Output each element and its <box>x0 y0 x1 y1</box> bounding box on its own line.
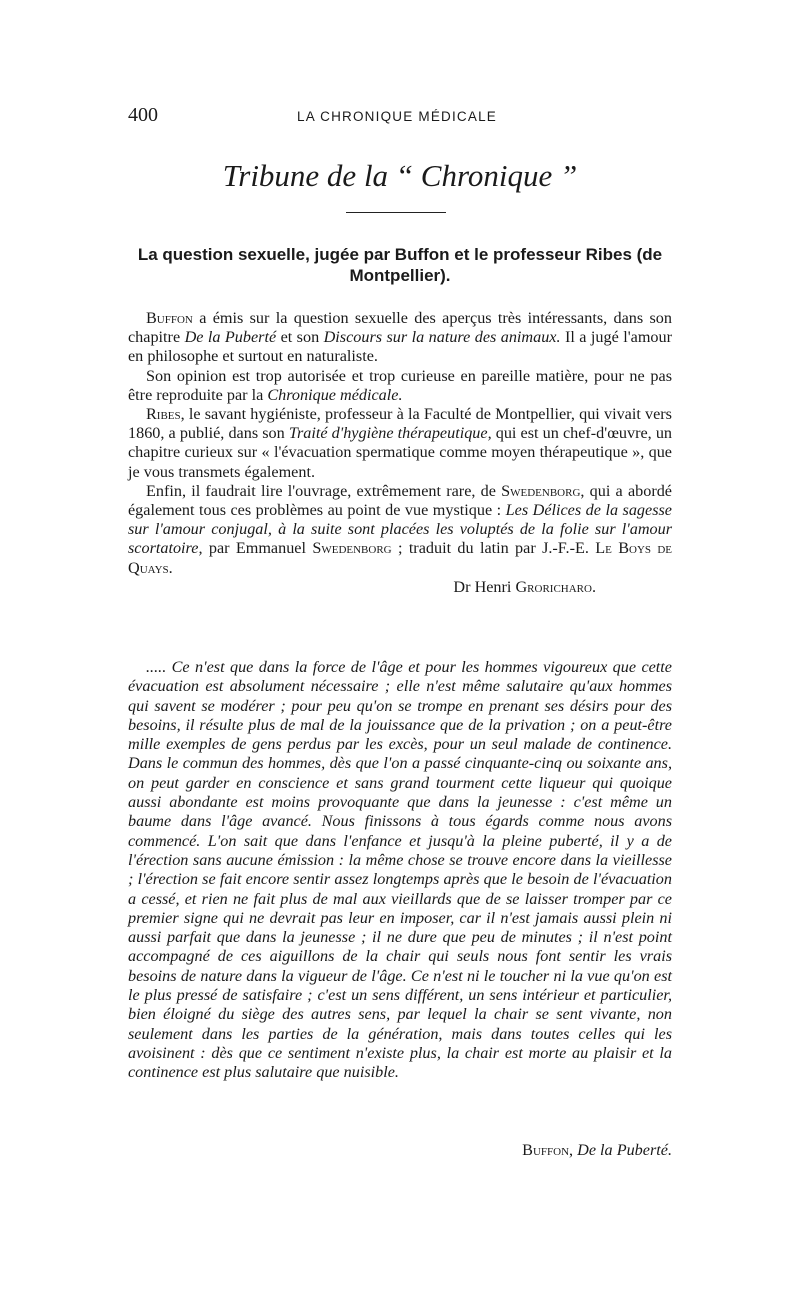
work-title: Les Délices de la sagesse sur l'amour conjugal, à la suite sont placées les voluptés de la folie sur l'amour scortatoire, <box>128 501 672 558</box>
quote-text: ..... Ce n'est que dans la force de l'âge et pour les hommes vigoureux que cette évacuation est absolument nécessaire ; elle n'est même salutaire qu'aux hommes qui savent se modérer ; pour peu qu'on se trompe en prenant ses désirs pour des besoins, il résulte plus de mal de la jouissance que de la privation ; on a peut-être mille exemples de gens perdus par les excès, pour un seul malade de continence. Dans le commun des hommes, dès que l'on a passé cinquante-cinq ou soixante ans, on peut garder en conscience et sans grand tourment cette liqueur qui quoique aussi abondante est moins provoquante que dans la jeunesse : c'est même un baume dans l'âge avancé. Nous finissons à tous égards comme nous avons commencé. L'on sait que dans l'enfance et jusqu'à la pleine puberté, il y a de l'érection sans aucune émission : la même chose se trouve encore dans la vieillesse ; l'érection se fait encore sentir assez longtemps après que le besoin de l'évacuation a cessé, et rien ne fait plus de mal aux vieillards que de se laisser tromper par ce premier signe qui ne devrait pas leur en imposer, car il n'est jamais aussi plein ni aussi parfait que dans la jeunesse ; il ne dure que peu de minutes ; il n'est point accompagné de ces aiguillons de la chair qui seuls nous font sentir les vrais besoins de nature dans la vigueur de l'âge. Ce n'est ni le toucher ni la vue qu'on est le plus pressé de satisfaire ; c'est un sens différent, un sens intérieur et particulier, bien éloigné du siège des autres sens, par lequel la chair se sent vivante, non seulement dans les parties de la génération, mais dans toutes celles qui les avoisinent : dès que ce sentiment n'existe plus, la chair est morte au plaisir et la continence est plus salutaire que nuisible. <box>128 658 672 1082</box>
quotation <box>128 658 672 1083</box>
source-sep: , <box>569 1141 578 1159</box>
work-title: Discours sur la nature des animaux. <box>323 328 561 347</box>
article-body <box>128 309 672 597</box>
source-author: Buffon <box>522 1141 570 1159</box>
section-title: Tribune de la “ Chronique ” <box>222 158 578 193</box>
text-run: et son <box>276 328 324 347</box>
text-run: , qui a abordé également tous ces problèmes au point de vue mystique : <box>128 481 672 520</box>
text-run: ; traduit du latin par J.-F.-E. <box>391 539 596 558</box>
signature-last: Groricharo. <box>515 577 596 596</box>
text-run: Son opinion est trop autorisée et trop curieuse en pareille matière, pour ne pas être reproduite par la <box>128 366 672 404</box>
title-rule <box>346 212 446 213</box>
paragraph <box>128 309 672 367</box>
work-title: De la Puberté <box>184 328 277 347</box>
author-name: Buffon <box>146 309 193 327</box>
paragraph <box>128 405 672 482</box>
text-run: qui est un chef-d'œuvre, un chapitre curieux sur « l'évacuation spermatique comme moyen thérapeutique », que je vous transmets également. <box>128 424 673 481</box>
author-name: Le Boys de Quays <box>128 539 673 577</box>
text-run: , le savant hygiéniste, professeur à la Faculté de Montpellier, qui vivait vers 1860, a publié, dans son <box>128 405 672 443</box>
signature <box>128 578 672 597</box>
page-number: 400 <box>128 104 158 126</box>
text-run: Enfin, il faudrait lire l'ouvrage, extrêmement rare, de <box>146 481 502 500</box>
author-name: Ribes <box>146 405 181 424</box>
quote-source <box>128 1141 672 1160</box>
work-title: Traité d'hygiène thérapeutique, <box>288 424 492 443</box>
signature-title: Dr <box>453 577 471 596</box>
text-run: par Emmanuel <box>202 539 313 558</box>
author-name: Swedenborg <box>312 539 392 558</box>
running-head: LA CHRONIQUE MÉDICALE <box>297 109 497 124</box>
paragraph <box>128 367 672 405</box>
text-run: . <box>168 558 173 577</box>
work-title: Chronique médicale. <box>267 385 403 404</box>
article-title: La question sexuelle, jugée par Buffon et le professeur Ribes (de Montpellier). <box>137 245 663 285</box>
author-name: Swedenborg <box>501 481 581 500</box>
text-run: a émis sur la question sexuelle des aperçus très intéressants, dans son chapitre <box>128 309 672 347</box>
source-work: De la Puberté. <box>577 1141 672 1159</box>
paragraph <box>128 482 672 578</box>
text-run: Il a jugé l'amour en philosophe et surtout en naturaliste. <box>128 328 672 366</box>
signature-first: Henri <box>470 577 516 596</box>
